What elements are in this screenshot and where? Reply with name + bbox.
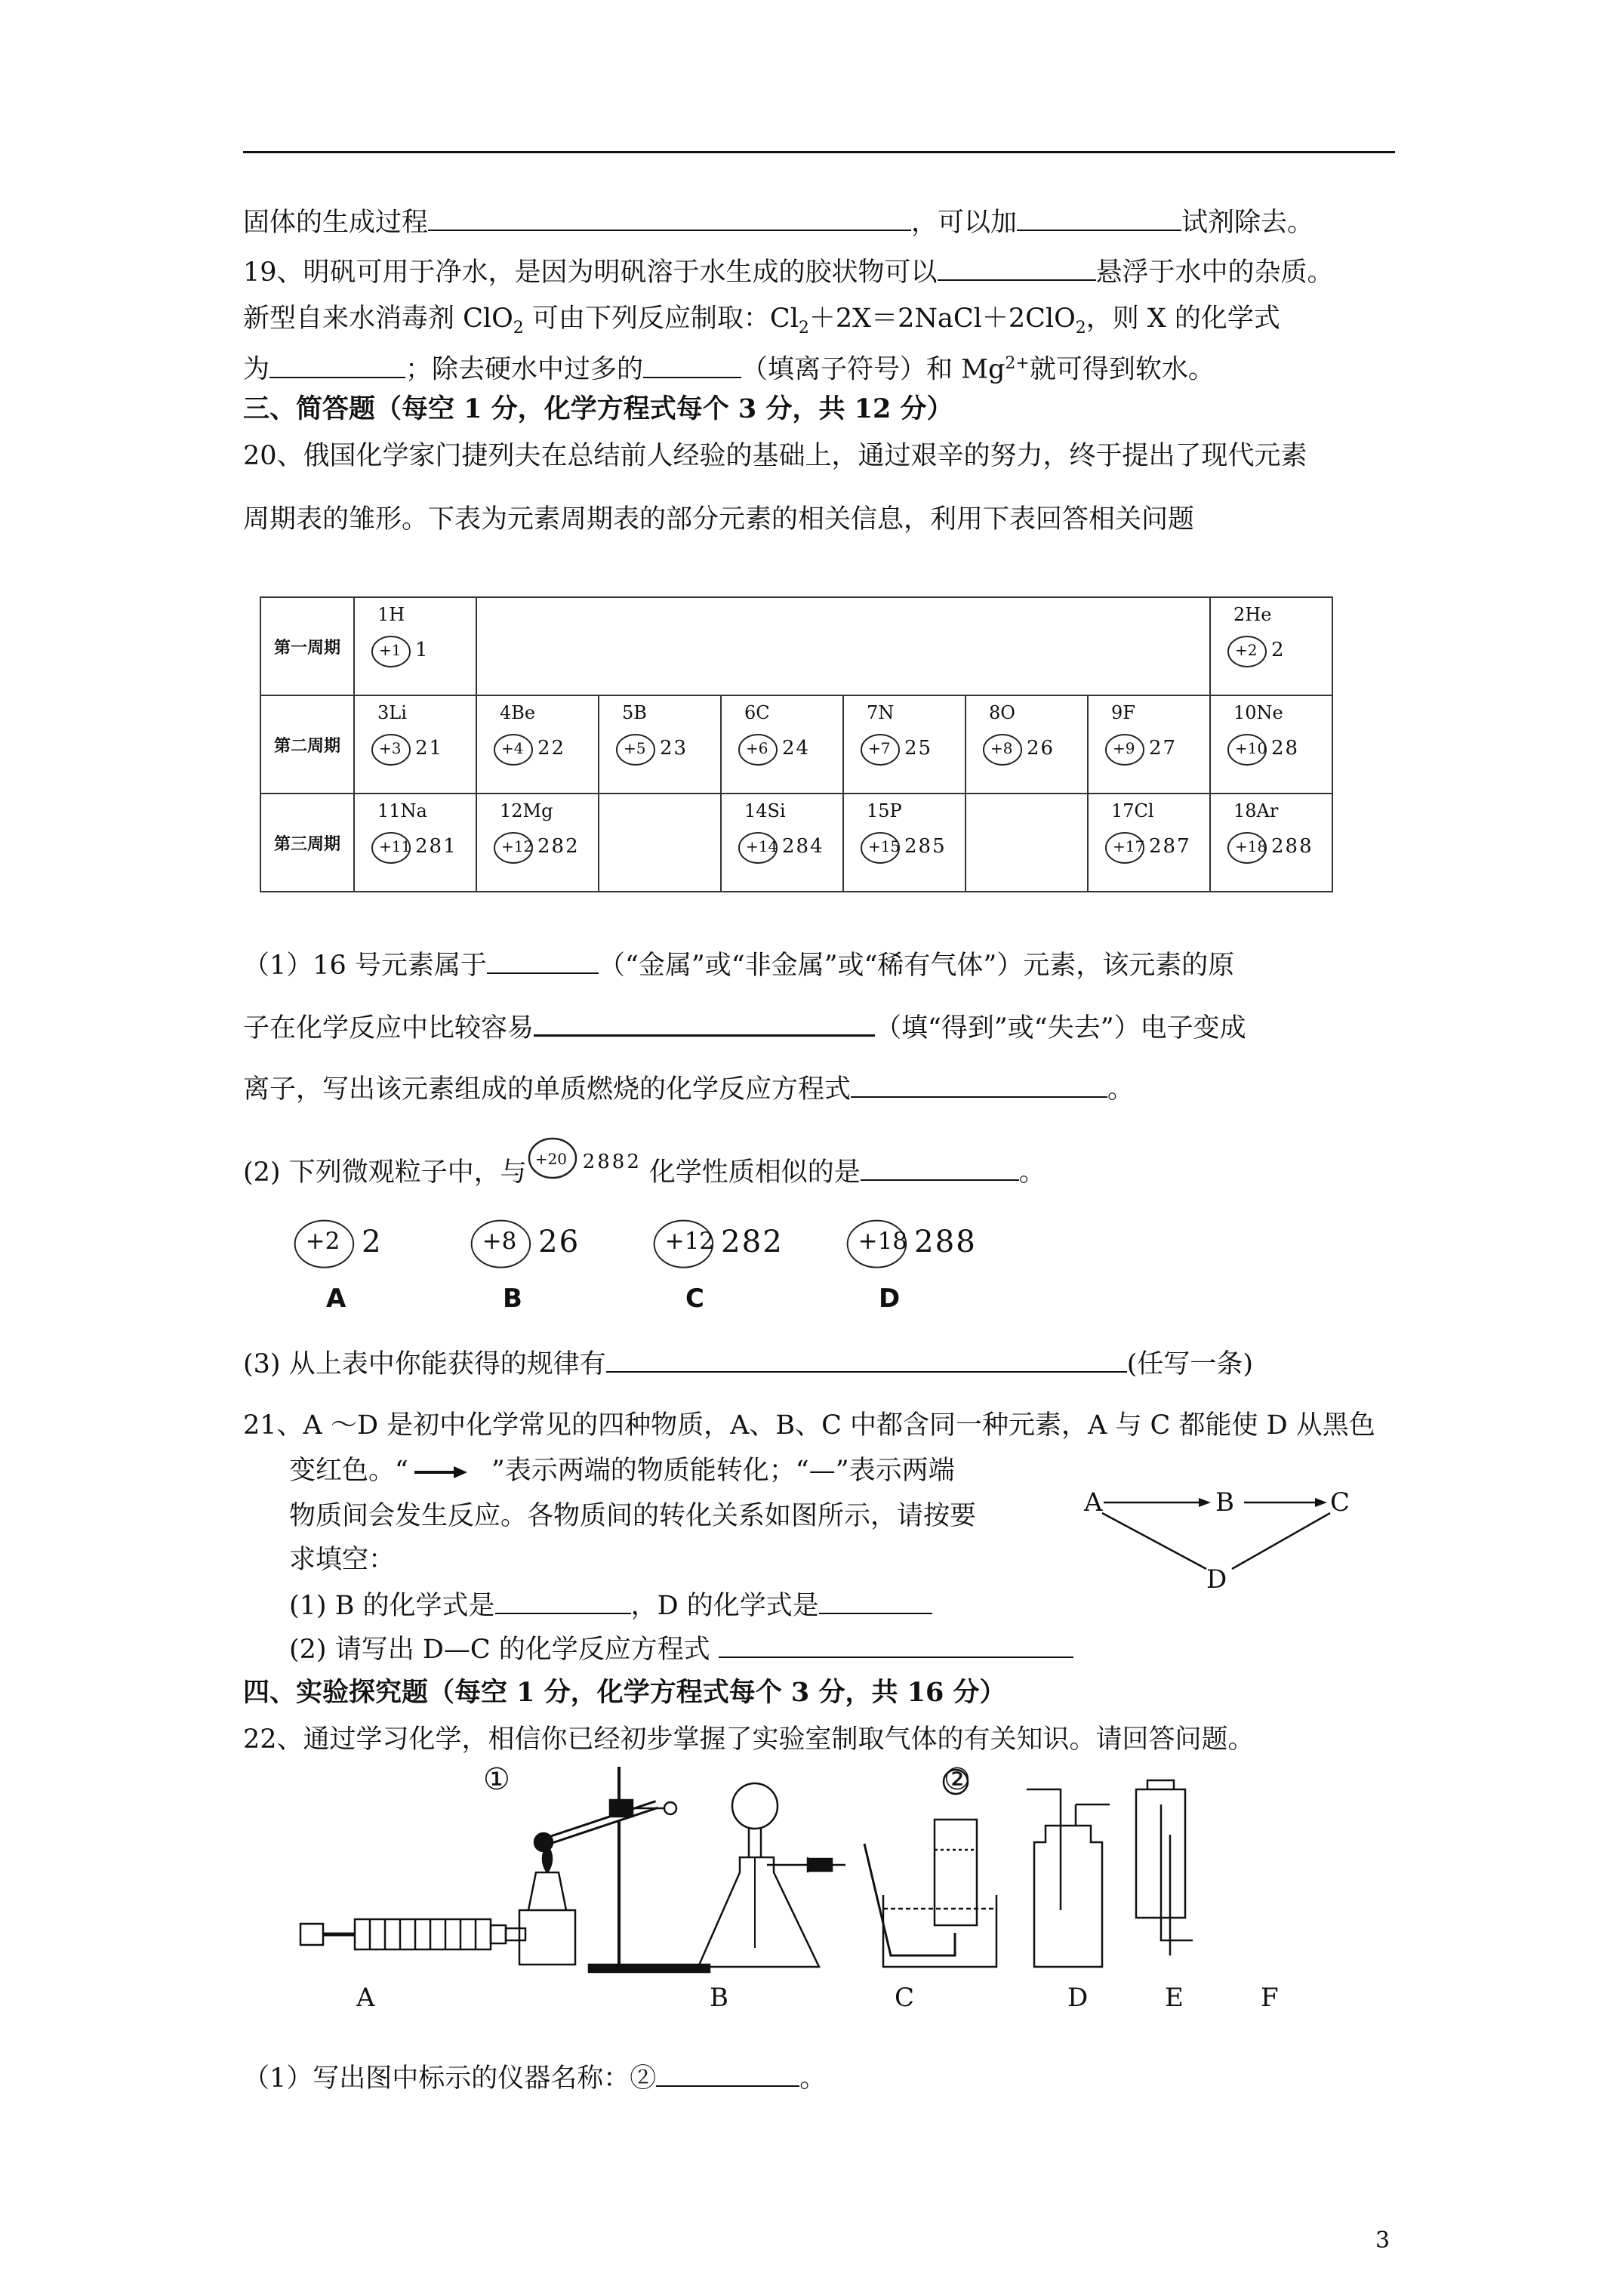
arrow-icon xyxy=(408,1465,491,1480)
node-a: A xyxy=(1084,1487,1103,1518)
text: (3) 从上表中你能获得的规律有 xyxy=(243,1349,606,1379)
electron-shells: 288 xyxy=(1271,835,1313,858)
element-cell xyxy=(1210,695,1332,794)
option-label: B xyxy=(503,1284,522,1314)
text: 固体的生成过程 xyxy=(243,208,429,238)
sub-question-3 xyxy=(243,1347,1253,1381)
element-symbol: 12Mg xyxy=(500,800,553,821)
nucleus-charge: +2 xyxy=(305,1227,340,1255)
electron-shells: 1 xyxy=(415,639,430,661)
node-b: B xyxy=(1215,1487,1234,1518)
text-line: 物质间会发生反应。各物质间的转化关系如图所示，请按要 xyxy=(289,1501,977,1531)
element-cell xyxy=(476,794,599,892)
element-symbol: 3Li xyxy=(377,702,407,723)
element-cell xyxy=(1088,695,1210,794)
text: (1) B 的化学式是 xyxy=(289,1591,495,1621)
text: 可由下列反应制取：Cl xyxy=(523,304,799,334)
element-cell xyxy=(843,794,965,892)
text-line xyxy=(243,302,1280,345)
atom-diagram xyxy=(614,732,688,767)
element-symbol: 8O xyxy=(989,702,1015,723)
nucleus-charge: +17 xyxy=(1113,837,1145,855)
element-symbol: 1H xyxy=(377,604,405,625)
period-row xyxy=(260,794,1332,892)
text: 悬浮于水中的杂质。 xyxy=(1095,257,1334,288)
electron-shells: 2882 xyxy=(582,1150,642,1173)
element-cell xyxy=(1210,794,1332,892)
mark-1: ① xyxy=(483,1762,510,1797)
answer-blank[interactable] xyxy=(719,1632,1073,1658)
text: （填离子符号）和 Mg xyxy=(741,354,1006,385)
element-symbol: 14Si xyxy=(744,800,786,821)
atom-diagram xyxy=(981,732,1055,767)
period-label: 第三周期 xyxy=(260,794,354,892)
nucleus-charge: +3 xyxy=(379,739,402,757)
option-label: D xyxy=(879,1284,901,1314)
apparatus-label: F xyxy=(1261,1983,1279,2013)
nucleus-charge: +12 xyxy=(501,837,534,855)
period-label: 第二周期 xyxy=(260,695,354,794)
particle-option xyxy=(844,1217,977,1271)
element-cell xyxy=(1088,794,1210,892)
text-line xyxy=(243,1010,1246,1045)
nucleus-charge: +15 xyxy=(868,837,901,855)
apparatus-label: C xyxy=(895,1983,915,2013)
section-heading: 三、简答题（每空 1 分，化学方程式每个 3 分，共 12 分） xyxy=(243,393,953,424)
apparatus-d-water-trough xyxy=(864,1770,996,1967)
text: （1）写出图中标示的仪器名称：② xyxy=(243,2063,657,2094)
element-cell xyxy=(1210,597,1332,695)
particle-option xyxy=(651,1217,784,1271)
electron-shells: 25 xyxy=(904,737,933,760)
option-label: A xyxy=(326,1284,346,1314)
nucleus-charge: +7 xyxy=(868,739,891,757)
apparatus-label: B xyxy=(710,1983,728,2013)
text: 。 xyxy=(1018,1157,1046,1188)
text: 为 xyxy=(243,354,270,385)
text: 子在化学反应中比较容易 xyxy=(243,1013,534,1043)
text-line: 求填空： xyxy=(289,1545,396,1575)
element-cell xyxy=(354,695,476,794)
calcium-atom-diagram xyxy=(527,1149,649,1191)
section-heading: 四、实验探究题（每空 1 分，化学方程式每个 3 分，共 16 分） xyxy=(243,1677,1006,1708)
element-cell xyxy=(965,695,1088,794)
subscript: 2 xyxy=(798,319,809,337)
nucleus-charge: +14 xyxy=(746,837,778,855)
atom-diagram xyxy=(859,732,933,767)
text: （填“得到”或“失去”）电子变成 xyxy=(875,1013,1246,1043)
answer-blank[interactable] xyxy=(487,948,599,974)
electron-shells: 288 xyxy=(914,1224,977,1260)
text-line xyxy=(243,347,1215,387)
atom-diagram xyxy=(492,732,566,767)
answer-blank[interactable] xyxy=(938,255,1096,281)
question-19 xyxy=(243,255,1334,289)
text: ＋2X＝2NaCl＋2ClO xyxy=(808,304,1076,334)
element-symbol: 5B xyxy=(622,702,647,723)
element-symbol: 6C xyxy=(744,702,770,723)
text-line xyxy=(289,1454,955,1487)
nucleus-charge: +8 xyxy=(990,739,1013,757)
text-line xyxy=(243,205,1313,239)
element-symbol: 17Cl xyxy=(1111,800,1154,821)
mark-2: ② xyxy=(944,1762,971,1797)
nucleus-charge: +12 xyxy=(664,1227,715,1255)
electron-shells: 285 xyxy=(904,835,947,858)
electron-shells: 282 xyxy=(537,835,580,858)
element-cell xyxy=(843,695,965,794)
element-symbol: 10Ne xyxy=(1233,702,1283,723)
atom-diagram xyxy=(1104,831,1191,865)
nucleus-charge: +6 xyxy=(746,739,768,757)
text: ，D 的化学式是 xyxy=(630,1591,819,1621)
subscript: 2 xyxy=(1075,319,1086,337)
atom-diagram xyxy=(1104,732,1178,767)
element-cell xyxy=(721,695,843,794)
atom-diagram xyxy=(737,732,811,767)
nucleus-charge: +18 xyxy=(1235,837,1267,855)
element-symbol: 4Be xyxy=(500,702,536,723)
nucleus-charge: +18 xyxy=(858,1227,908,1255)
element-symbol: 2He xyxy=(1233,604,1272,625)
atom-diagram xyxy=(1226,634,1286,669)
electron-shells: 26 xyxy=(1027,737,1055,760)
electron-shells: 2 xyxy=(1271,639,1286,661)
element-symbol: 15P xyxy=(867,800,902,821)
text: 。 xyxy=(1107,1074,1135,1105)
electron-shells: 23 xyxy=(660,737,688,760)
text: （1）16 号元素属于 xyxy=(243,951,487,981)
element-symbol: 11Na xyxy=(377,800,427,821)
answer-blank[interactable] xyxy=(269,353,405,378)
nucleus-charge: +8 xyxy=(482,1227,517,1255)
apparatus-label: D xyxy=(1067,1983,1089,2013)
node-c: C xyxy=(1330,1487,1350,1518)
nucleus-charge: +10 xyxy=(1235,739,1267,757)
apparatus-f-bottle xyxy=(1136,1780,1193,1955)
electron-shells: 27 xyxy=(1149,737,1178,760)
nucleus-charge: +11 xyxy=(379,837,411,855)
text: (任写一条) xyxy=(1126,1349,1254,1379)
nucleus-charge: +2 xyxy=(1235,641,1258,659)
text: 化学性质相似的是 xyxy=(648,1157,861,1188)
element-cell xyxy=(354,597,476,695)
nucleus-charge: +1 xyxy=(379,641,402,659)
text: 19、明矾可用于净水，是因为明矾溶于水生成的胶状物可以 xyxy=(243,257,938,288)
answer-blank[interactable] xyxy=(495,1589,631,1614)
answer-blank[interactable] xyxy=(606,1347,1127,1373)
sub-question-1 xyxy=(243,948,1234,982)
question-20: 20、俄国化学家门捷列夫在总结前人经验的基础上，通过艰辛的努力，终于提出了现代元素 xyxy=(243,441,1307,471)
atom-diagram xyxy=(370,831,457,865)
text: ，则 X 的化学式 xyxy=(1086,304,1280,334)
superscript: 2+ xyxy=(1005,354,1030,373)
sub-question-22-1 xyxy=(243,2061,826,2095)
empty-cell xyxy=(476,597,1210,695)
electron-shells: 26 xyxy=(538,1224,581,1260)
answer-blank[interactable] xyxy=(428,205,911,231)
nucleus-charge: +20 xyxy=(534,1149,567,1168)
text: (2) 请写出 D—C 的化学反应方程式 xyxy=(289,1635,710,1665)
apparatus-e-bottle xyxy=(1027,1789,1110,1967)
element-symbol: 7N xyxy=(867,702,895,723)
text-line xyxy=(289,1632,1073,1666)
particle-option xyxy=(468,1217,581,1271)
element-cell xyxy=(599,794,721,892)
text: ”表示两端的物质能转化；“—”表示两端 xyxy=(491,1456,955,1486)
electron-shells: 21 xyxy=(415,737,444,760)
sub-question-2 xyxy=(243,1149,1046,1191)
text: （“金属”或“非金属”或“稀有气体”）元素，该元素的原 xyxy=(598,951,1235,981)
text: 离子，写出该元素组成的单质燃烧的化学反应方程式 xyxy=(243,1074,852,1105)
answer-blank[interactable] xyxy=(851,1072,1107,1098)
answer-blank[interactable] xyxy=(819,1589,932,1614)
header-rule xyxy=(243,151,1395,153)
text-line: 周期表的雏形。下表为元素周期表的部分元素的相关信息，利用下表回答相关问题 xyxy=(243,504,1195,535)
nucleus-charge: +9 xyxy=(1113,739,1135,757)
question-21: 21、A ～D 是初中化学常见的四种物质，A、B、C 中都含同一种元素，A 与 C 都能使 D 从黑色 xyxy=(243,1410,1375,1441)
text: 试剂除去。 xyxy=(1181,208,1314,238)
lab-apparatus xyxy=(287,1759,1261,1986)
electron-shells: 22 xyxy=(537,737,566,760)
electron-shells: 284 xyxy=(782,835,824,858)
text: ，可以加 xyxy=(911,208,1018,238)
atom-diagram xyxy=(370,634,430,669)
answer-blank[interactable] xyxy=(1017,205,1181,231)
electron-shells: 2 xyxy=(362,1224,383,1260)
answer-blank[interactable] xyxy=(534,1010,875,1037)
question-22: 22、通过学习化学，相信你已经初步掌握了实验室制取气体的有关知识。请回答问题。 xyxy=(243,1724,1255,1755)
period-label: 第一周期 xyxy=(260,597,354,695)
atom-diagram xyxy=(1226,732,1300,767)
text: 变红色。“ xyxy=(289,1456,408,1486)
electron-shells: 282 xyxy=(721,1224,784,1260)
element-cell xyxy=(476,695,599,794)
nucleus-charge: +5 xyxy=(624,739,646,757)
apparatus-b-heating xyxy=(519,1767,710,1972)
text: 。 xyxy=(799,2063,827,2094)
atom-diagram xyxy=(370,732,444,767)
electron-shells: 28 xyxy=(1271,737,1300,760)
text-line xyxy=(289,1589,932,1623)
periodic-table xyxy=(260,596,1333,892)
apparatus-label: A xyxy=(356,1983,375,2013)
element-symbol: 18Ar xyxy=(1233,800,1279,821)
atom-diagram xyxy=(859,831,947,865)
element-cell xyxy=(965,794,1088,892)
node-d: D xyxy=(1206,1564,1227,1595)
page-number: 3 xyxy=(1375,2227,1390,2254)
particle-option xyxy=(291,1217,383,1271)
atom-diagram xyxy=(492,831,580,865)
subscript: 2 xyxy=(513,319,524,337)
text: (2) 下列微观粒子中，与 xyxy=(243,1157,527,1188)
answer-blank[interactable] xyxy=(656,2061,799,2087)
element-symbol: 9F xyxy=(1111,702,1135,723)
period-row xyxy=(260,597,1332,695)
answer-blank[interactable] xyxy=(643,353,741,378)
electron-shells: 287 xyxy=(1149,835,1191,858)
text: 新型自来水消毒剂 ClO xyxy=(243,304,513,334)
element-cell xyxy=(599,695,721,794)
answer-blank[interactable] xyxy=(861,1155,1019,1181)
atom-diagram xyxy=(737,831,824,865)
element-cell xyxy=(721,794,843,892)
text: 就可得到软水。 xyxy=(1029,354,1215,385)
option-label: C xyxy=(685,1284,704,1314)
element-cell xyxy=(354,794,476,892)
electron-shells: 281 xyxy=(415,835,457,858)
atom-diagram xyxy=(1226,831,1313,865)
nucleus-charge: +4 xyxy=(501,739,524,757)
period-row xyxy=(260,695,1332,794)
apparatus-a-syringe xyxy=(300,1919,525,1949)
text: ；除去硬水中过多的 xyxy=(405,354,644,385)
apparatus-c-flask xyxy=(698,1783,845,1967)
apparatus-label: E xyxy=(1165,1983,1184,2013)
text-line xyxy=(243,1072,1134,1106)
electron-shells: 24 xyxy=(782,737,811,760)
